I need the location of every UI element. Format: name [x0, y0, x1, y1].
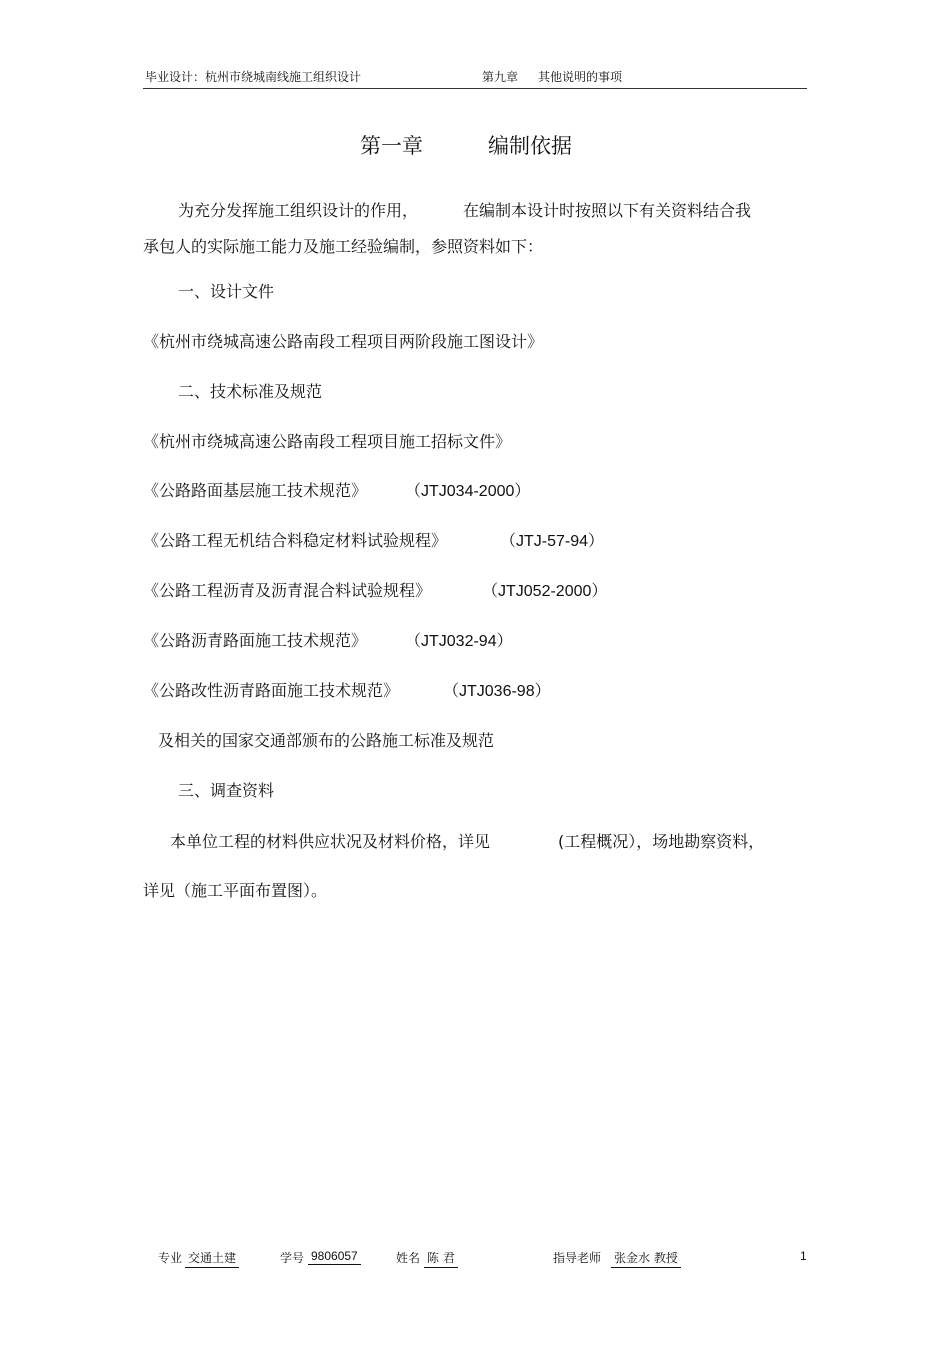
section-2-heading: 二、技术标准及规范: [178, 382, 323, 401]
survey-line-1a: 本单位工程的材料供应状况及材料价格，详见: [170, 832, 491, 851]
header-thesis-title: 毕业设计：杭州市绕城南线施工组织设计: [145, 70, 362, 84]
chapter-title: 编制依据: [488, 134, 572, 158]
survey-line-2: 详见（施工平面布置图）。: [143, 881, 328, 900]
standard-name: 《杭州市绕城高速公路南段工程项目施工招标文件》: [143, 432, 512, 451]
section-1-heading: 一、设计文件: [178, 282, 275, 301]
footer-advisor: 张金水 教授: [611, 1249, 681, 1268]
footer-student-name: 陈 君: [424, 1249, 458, 1268]
page-footer: [158, 1249, 808, 1269]
page-number: 1: [800, 1249, 807, 1263]
section-1-item: 《杭州市绕城高速公路南段工程项目两阶段施工图设计》: [143, 332, 544, 351]
intro-line-1b: 在编制本设计时按照以下有关资料结合我: [463, 201, 752, 220]
standard-item: [143, 429, 511, 452]
header-section: 其他说明的事项: [538, 70, 623, 84]
footer-advisor-label: 指导老师: [553, 1251, 602, 1265]
standard-code: （JTJ-57-94）: [500, 533, 605, 550]
chapter-number: 第一章: [360, 134, 423, 158]
survey-line-1b: (工程概况），场地勘察资料，: [558, 832, 765, 851]
standard-item: [143, 528, 447, 551]
standard-name: 《公路工程无机结合料稳定材料试验规程》: [143, 531, 448, 550]
standard-code: （JTJ052-2000）: [482, 583, 608, 600]
intro-line-1a: 为充分发挥施工组织设计的作用，: [178, 201, 419, 220]
standard-code: （JTJ036-98）: [443, 683, 551, 700]
standard-code: （JTJ032-94）: [405, 633, 513, 650]
footer-id-label: 学号: [280, 1251, 305, 1265]
footer-major: 交通土建: [185, 1249, 239, 1268]
standard-code: （JTJ034-2000）: [405, 483, 531, 500]
standard-name: 《公路路面基层施工技术规范》: [143, 481, 368, 500]
page-header: [143, 66, 807, 89]
intro-line-2: 承包人的实际施工能力及施工经验编制，参照资料如下：: [143, 237, 544, 256]
footer-name-label: 姓名: [396, 1251, 421, 1265]
standard-item: [143, 628, 367, 651]
footer-major-label: 专业: [158, 1251, 183, 1265]
standard-name: 《公路沥青路面施工技术规范》: [143, 631, 368, 650]
standard-name: 《公路改性沥青路面施工技术规范》: [143, 681, 400, 700]
section-3-heading: 三、调查资料: [178, 781, 275, 800]
standard-item: [143, 478, 367, 501]
header-chapter: 第九章: [482, 70, 519, 84]
standard-item: [143, 678, 399, 701]
standard-item: [143, 578, 431, 601]
standards-note: 及相关的国家交通部颁布的公路施工标准及规范: [158, 731, 495, 750]
footer-student-id: 9806057: [308, 1249, 361, 1265]
standard-name: 《公路工程沥青及沥青混合料试验规程》: [143, 581, 432, 600]
